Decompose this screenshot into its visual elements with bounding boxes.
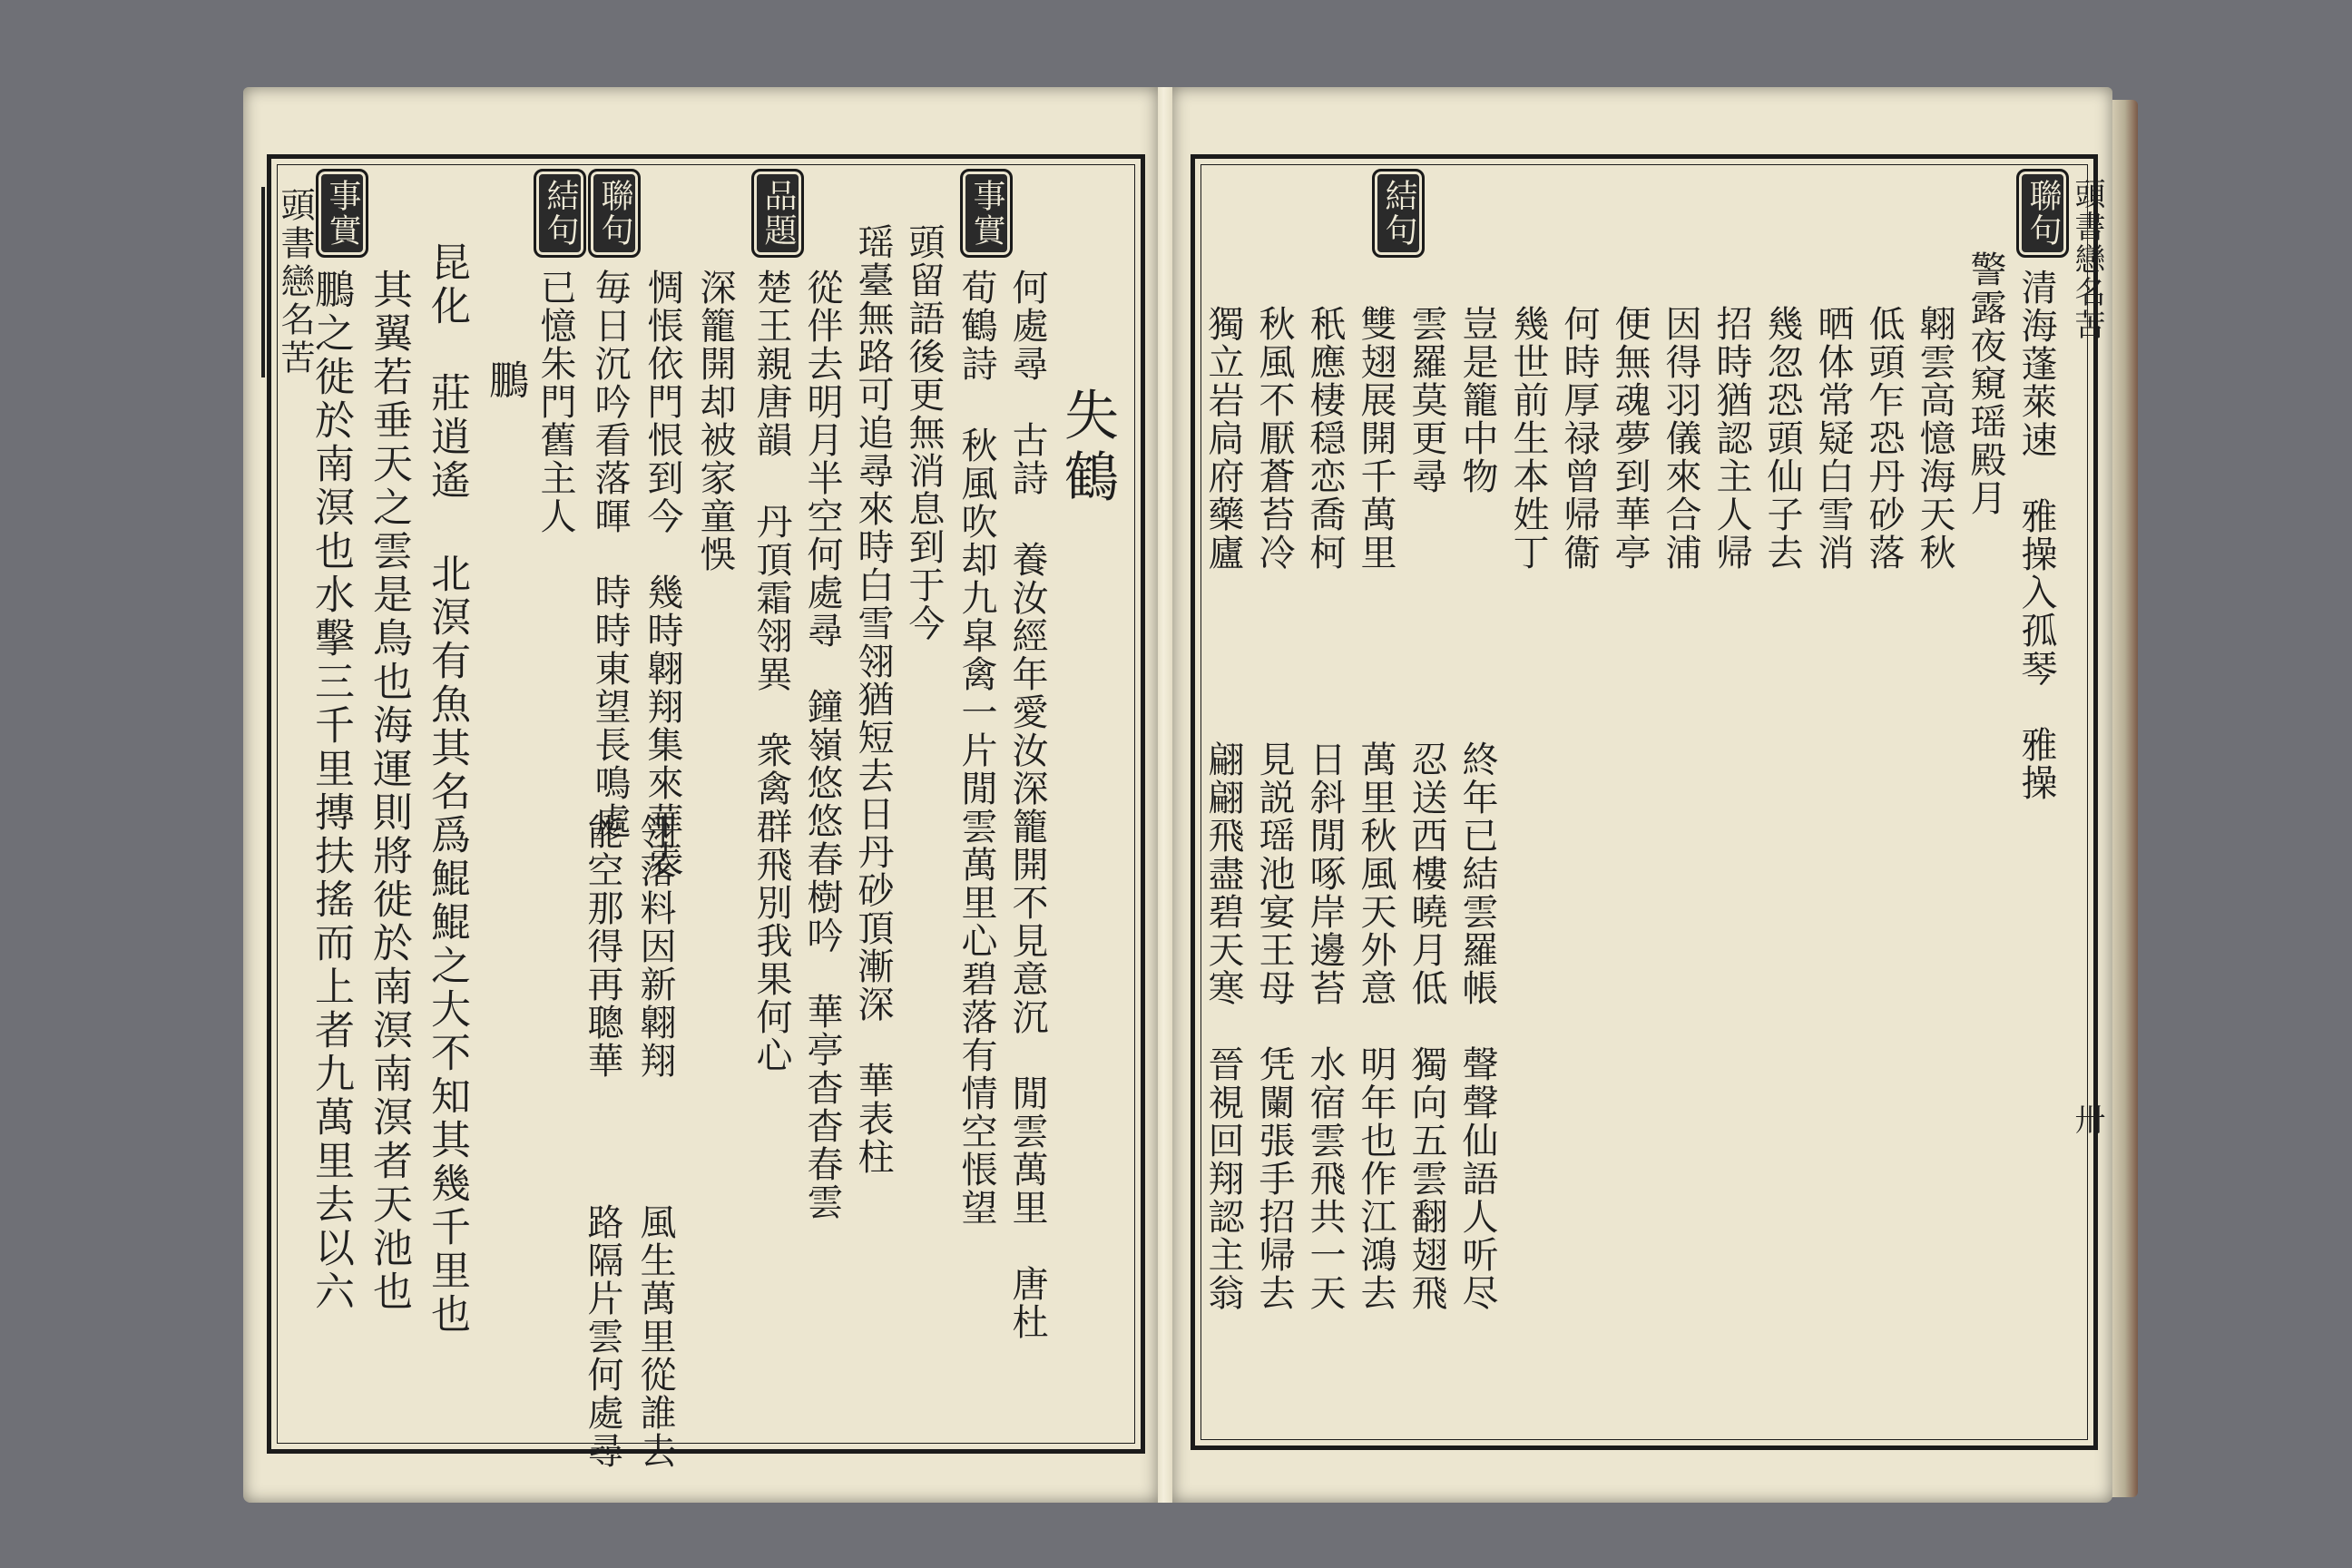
tag-pindai: 品題 [751, 169, 804, 258]
right-lower-20: 翩翩飛盡碧天寒 晉視回翔認主翁 [1202, 740, 1244, 1312]
left-col-9: 楚王親唐韻 丹頂霜翎異 衆禽群飛別我果何心 [750, 269, 792, 1074]
left-col-12: 頭留語後更無消息到于今 [903, 223, 945, 642]
right-hanshin: 頭書戀名苦 [2069, 178, 2105, 341]
right-col-14: 便無魂夢到華亭 [1609, 305, 1651, 572]
left-col-7: 惆悵依門恨到今 幾時翺翔集來華表 [642, 269, 683, 878]
left-col-13: 荀鶴詩 秋風吹却九皐禽一片閒雲萬里心碧落有情空悵望 [956, 269, 997, 1227]
right-col-18: 雲羅莫更尋 [1406, 305, 1447, 495]
left-title: 失鶴 [1055, 387, 1119, 510]
left-col-2: 其翼若垂天之雲是鳥也海運則將徙於南溟南溟者天池也 [366, 269, 412, 1314]
left-col-11: 瑶臺無路可追尋來時白雪翎猶短去日丹砂頂漸深 華表柱 [852, 223, 894, 1176]
left-col-10: 從伴去明月半空何處尋 鐘嶺悠悠春樹吟 華亭杳杳春雲 [801, 269, 843, 1221]
tag-shijitsu: 事實 [316, 169, 368, 258]
right-col-8: 翺雲高憶海天秋 [1914, 305, 1955, 572]
right-col-20: 秖應棲穏恋喬柯 [1304, 305, 1346, 572]
tag-kekku: 結句 [534, 169, 586, 258]
right-col-17: 豈是籠中物 [1456, 305, 1498, 495]
tag-shijitsu-2: 事實 [960, 169, 1013, 258]
right-col-21: 秋風不厭蒼苔冷 [1253, 305, 1295, 572]
right-col-12: 招時猶認主人帰 [1710, 305, 1752, 572]
right-lower-18: 日斜閒啄岸邊苔 水宿雲飛共一天 [1304, 740, 1346, 1312]
right-page-tab: 卅 [2069, 1103, 2105, 1136]
right-col-7: 警露夜窺瑶殿月 [1965, 250, 2006, 517]
left-note-4: 風生萬里從誰去 [634, 1203, 676, 1470]
left-note-1: 能空那得再聰華 [582, 813, 623, 1080]
left-col-14: 何處尋 古詩 養汝經年愛汝深籠開不見意沉 閒雲萬里 唐杜 [1006, 269, 1048, 1341]
tag-renku-right: 聯句 [2016, 169, 2069, 258]
tag-kekku-right: 結句 [1372, 169, 1425, 258]
right-col-13: 因得羽儀來合浦 [1660, 305, 1701, 572]
right-col-9: 低頭乍恐丹砂落 [1863, 305, 1905, 572]
left-col-peng: 鵬 [482, 359, 528, 403]
right-lower-17: 萬里秋風天外意 明年也作江鴻去 [1355, 740, 1396, 1312]
right-col-15: 何時厚禄曾帰衞 [1558, 305, 1600, 572]
right-col-19: 雙翅展開千萬里 [1355, 305, 1396, 572]
left-col-3: 昆化 莊逍遙 北溟有魚其名爲鯤鯤之大不知其幾千里也 [424, 241, 470, 1337]
right-col-11: 幾忽恐頭仙子去 [1761, 305, 1803, 572]
left-hanshin: 頭書戀名苦 [261, 187, 320, 377]
left-page [243, 87, 1158, 1503]
right-page [1172, 87, 2112, 1503]
right-col-1: 清海蓬萊速 雅操入孤琴 雅操 [2015, 269, 2057, 802]
tag-renku: 聯句 [588, 169, 641, 258]
right-col-22: 獨立岩扃府藥廬 [1202, 305, 1244, 572]
right-col-16: 幾世前生本姓丁 [1507, 305, 1549, 572]
left-col-1: 鵬之徙於南溟也水擊三千里摶扶搖而上者九萬里去以六 [308, 269, 354, 1314]
right-lower-19: 見説瑶池宴王母 凭闌張手招帰去 [1253, 740, 1295, 1312]
left-note-2: 翎落料因新翺翔 [634, 813, 676, 1080]
right-lower-15: 終年已結雲羅帳 聲聲仙語人听尽 [1456, 740, 1498, 1312]
left-col-8: 深籠開却被家童悞 [694, 269, 736, 573]
left-note-3: 路隔片雲何處尋 [582, 1203, 623, 1470]
right-lower-16: 忍送西樓曉月低 獨向五雲翻翅飛 [1406, 740, 1447, 1312]
right-col-10: 晒体常疑白雪消 [1812, 305, 1854, 572]
left-col-5: 已憶朱門舊主人 [534, 269, 576, 535]
left-col-6: 毎日沉吟看落暉 時時東望長鳴處 [589, 269, 631, 840]
